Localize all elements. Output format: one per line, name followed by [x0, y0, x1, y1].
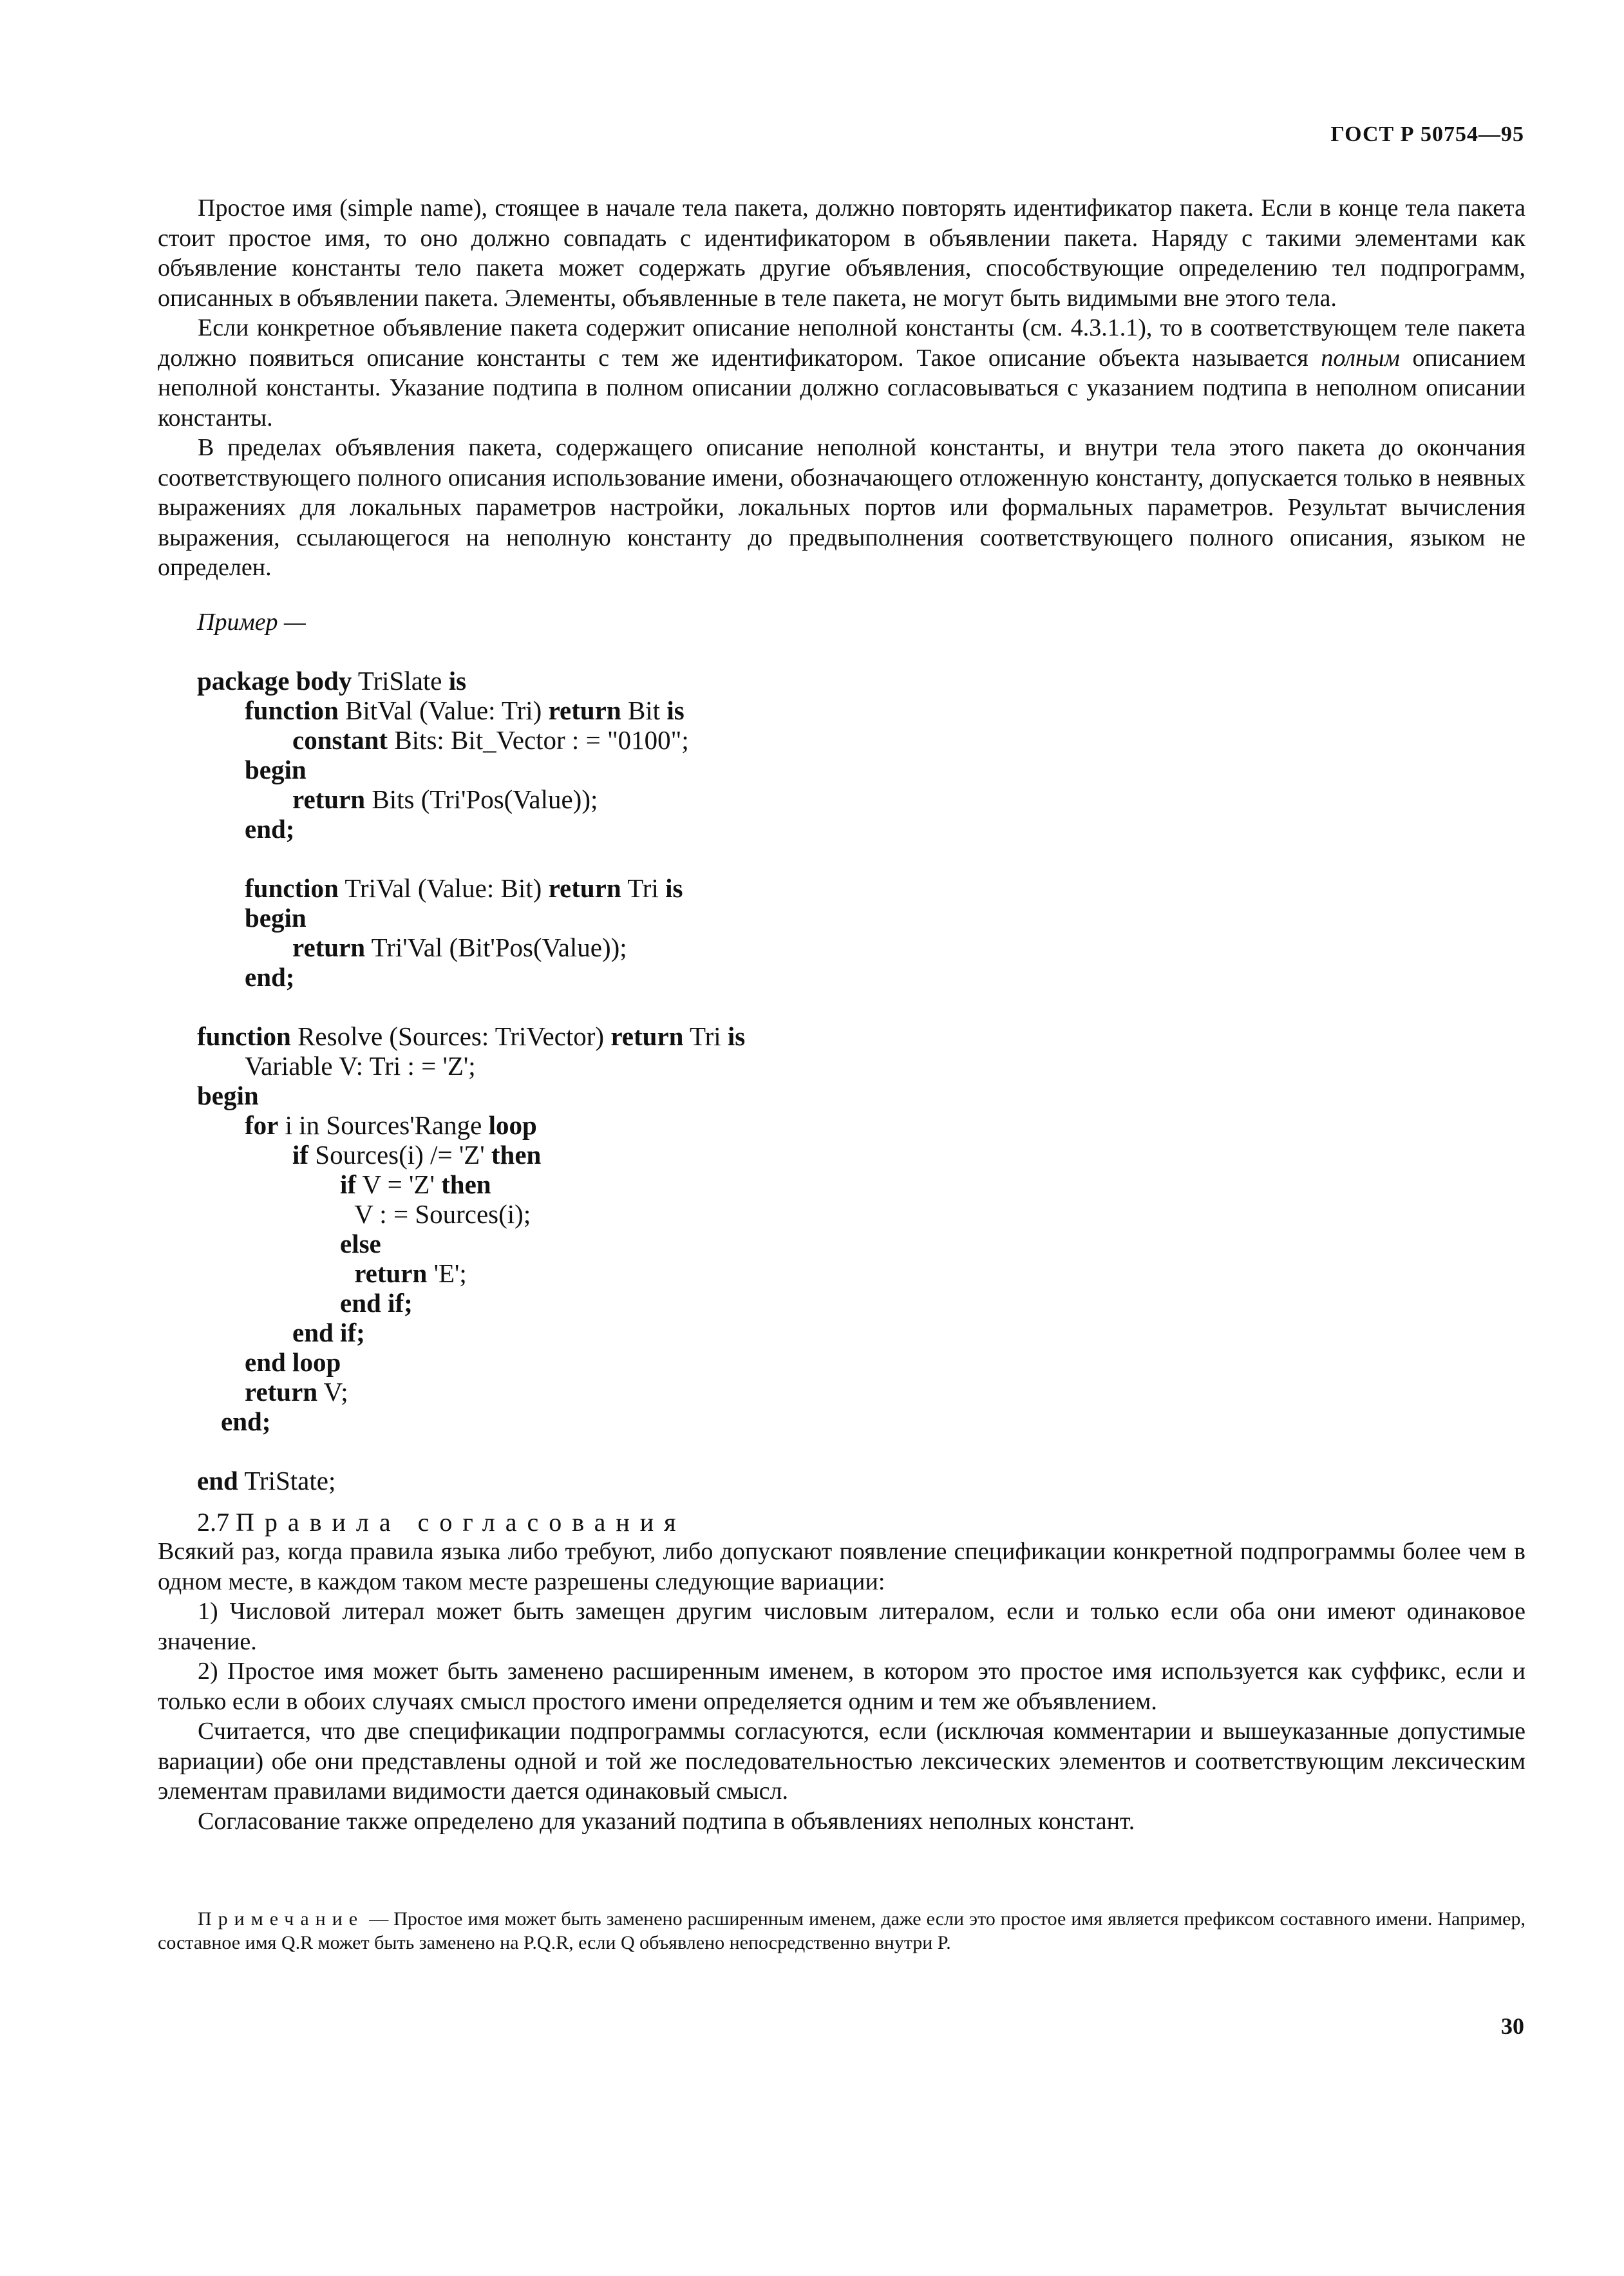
code-text: V;: [317, 1377, 348, 1407]
code-keyword: end loop: [245, 1347, 341, 1377]
code-text: Variable V: Tri : = 'Z';: [245, 1051, 476, 1081]
note: [158, 1907, 1525, 1955]
code-keyword: end if;: [292, 1318, 365, 1347]
paragraph-conformance-definition: Считается, что две спецификации подпрограммы согласуются, если (исключая комментарии и вышеуказанные допустимые вариации) обе они представлены одной и той же последовательностью лексических элементов и соответствующим лексическим элементам правилами видимости дается одинаковый смысл.: [158, 1718, 1525, 1805]
code-line: [197, 873, 745, 903]
code-line: [197, 1140, 745, 1170]
intro-text: [158, 193, 1525, 583]
code-keyword: package body: [197, 666, 352, 696]
code-line: [197, 725, 745, 755]
code-keyword: else: [340, 1229, 381, 1258]
code-line: [197, 1051, 745, 1081]
code-keyword: begin: [245, 903, 307, 933]
code-keyword: function: [245, 696, 339, 725]
paragraph-simple-name: Простое имя (simple name), стоящее в начале тела пакета, должно повторять идентификатор пакета. Если в конце тела пакета стоит простое имя, то оно должно совпадать с идентификатором в объявлении пакета. Наряду с такими элементами как объявление константы тело пакета может содержать другие объявления, способствующие определению тел подпрограмм, описанных в объявлении пакета. Элементы, объявленные в теле пакета, не могут быть видимыми вне этого тела.: [158, 194, 1525, 312]
code-line: [197, 1318, 745, 1347]
code-text: V : = Sources(i);: [354, 1199, 531, 1229]
code-line: [197, 962, 745, 992]
code-keyword: is: [727, 1021, 746, 1051]
code-keyword: function: [245, 873, 339, 903]
code-keyword: end;: [245, 962, 295, 992]
code-line: [197, 1288, 745, 1318]
code-keyword: return: [548, 873, 621, 903]
code-line: [197, 1347, 745, 1377]
code-line: [197, 933, 745, 962]
paragraph-subtype-conformance: Согласование также определено для указаний подтипа в объявлениях неполных констант.: [198, 1807, 1135, 1835]
code-text: TriState;: [238, 1466, 336, 1495]
conformance-text: [158, 1537, 1525, 1836]
code-blank-line: [197, 844, 745, 873]
code-keyword: end;: [221, 1407, 271, 1436]
code-keyword: function: [197, 1021, 291, 1051]
code-keyword: is: [448, 666, 467, 696]
code-keyword: is: [666, 696, 685, 725]
note-text: — Простое имя может быть заменено расширенным именем, даже если это простое имя является префиксом составного имени. Например, составное имя Q.R может быть заменено на P.Q.R, если Q объявлено непосредственно внутри P.: [158, 1908, 1525, 1953]
code-text: TriVal (Value: Bit): [338, 873, 549, 903]
code-text: Bits: Bit_Vector : = "0100";: [388, 725, 689, 755]
code-keyword: if: [292, 1140, 309, 1170]
code-text: V = 'Z': [356, 1170, 442, 1199]
code-text: Bits (Tri'Pos(Value));: [365, 784, 598, 814]
code-keyword: begin: [245, 755, 307, 784]
code-blank-line: [197, 1436, 745, 1466]
paragraph-numeric-literal: 1) Числовой литерал может быть замещен другим числовым литералом, если и только если оба они имеют одинаковое значение.: [158, 1598, 1525, 1655]
code-text: Tri: [621, 873, 666, 903]
code-keyword: end: [197, 1466, 238, 1495]
code-text: Tri'Val (Bit'Pos(Value));: [365, 933, 627, 962]
code-line: [197, 1021, 745, 1051]
p2-italic: полным: [1321, 344, 1400, 372]
code-keyword: return: [354, 1258, 428, 1288]
paragraph-conformance-intro: Всякий раз, когда правила языка либо требуют, либо допускают появление спецификации конкретной подпрограммы более чем в одном месте, в каждом таком месте разрешены следующие вариации:: [158, 1538, 1525, 1595]
paragraph-expanded-name: 2) Простое имя может быть заменено расширенным именем, в котором это простое имя используется как суффикс, если и только если в обоих случаях смысл простого имени определяется одним и тем же объявлением.: [158, 1658, 1525, 1715]
code-line: [197, 1377, 745, 1407]
code-text: Tri: [683, 1021, 728, 1051]
code-line: [197, 696, 745, 725]
code-line: [197, 666, 745, 696]
code-text: i in Sources'Range: [278, 1110, 489, 1140]
code-keyword: return: [245, 1377, 318, 1407]
code-keyword: return: [610, 1021, 684, 1051]
code-text: BitVal (Value: Tri): [338, 696, 549, 725]
code-line: [197, 1466, 745, 1495]
p2-after: описанием неполной константы. Указание подтипа в полном описании должно согласовываться с указанием подтипа в неполном описании константы.: [158, 344, 1525, 431]
code-listing: [197, 666, 745, 1495]
code-text: Bit: [621, 696, 667, 725]
code-keyword: constant: [292, 725, 388, 755]
paragraph-deferred-constant: В пределах объявления пакета, содержащего описание неполной константы, и внутри тела этого пакета до окончания соответствующего полного описания использование имени, обозначающего отложенную константу, допускается только в неявных выражениях для локальных параметров настройки, локальных портов или формальных параметров. Результат вычисления выражения, ссылающегося на неполную константу до предвыполнения соответствующего полного описания, языком не определен.: [158, 434, 1525, 581]
code-line: [197, 755, 745, 784]
code-keyword: end;: [245, 814, 295, 844]
code-text: Resolve (Sources: TriVector): [290, 1021, 611, 1051]
code-blank-line: [197, 992, 745, 1021]
section-heading: [197, 1507, 686, 1537]
note-label: Примечание: [198, 1908, 364, 1930]
code-line: [197, 1170, 745, 1199]
code-keyword: then: [491, 1140, 542, 1170]
code-keyword: if: [340, 1170, 357, 1199]
code-keyword: return: [548, 696, 621, 725]
code-text: 'E';: [427, 1258, 467, 1288]
code-keyword: then: [441, 1170, 491, 1199]
code-text: TriSlate: [352, 666, 449, 696]
code-line: [197, 903, 745, 933]
document-header: ГОСТ Р 50754—95: [1330, 122, 1524, 146]
code-line: [197, 1258, 745, 1288]
code-keyword: is: [665, 873, 683, 903]
note-paragraph: [158, 1907, 1525, 1955]
section-number: 2.7: [197, 1508, 229, 1537]
code-keyword: return: [292, 933, 366, 962]
code-keyword: loop: [488, 1110, 537, 1140]
example-label: Пример —: [197, 609, 306, 636]
code-line: [197, 814, 745, 844]
code-line: [197, 1407, 745, 1436]
code-keyword: begin: [197, 1081, 259, 1110]
code-line: [197, 1229, 745, 1258]
paragraph-incomplete-constant: [158, 313, 1525, 433]
page-number: 30: [1501, 2013, 1524, 2039]
code-keyword: for: [245, 1110, 279, 1140]
code-line: [197, 784, 745, 814]
code-line: [197, 1199, 745, 1229]
code-text: Sources(i) /= 'Z': [308, 1140, 491, 1170]
code-line: [197, 1110, 745, 1140]
code-keyword: return: [292, 784, 366, 814]
code-keyword: end if;: [340, 1288, 413, 1318]
section-title: Правила согласования: [236, 1508, 686, 1537]
code-line: [197, 1081, 745, 1110]
p2-before: Если конкретное объявление пакета содержит описание неполной константы (см. 4.3.1.1), то в соответствующем теле пакета должно появиться описание константы с тем же идентификатором. Такое описание объекта называется: [158, 314, 1525, 372]
